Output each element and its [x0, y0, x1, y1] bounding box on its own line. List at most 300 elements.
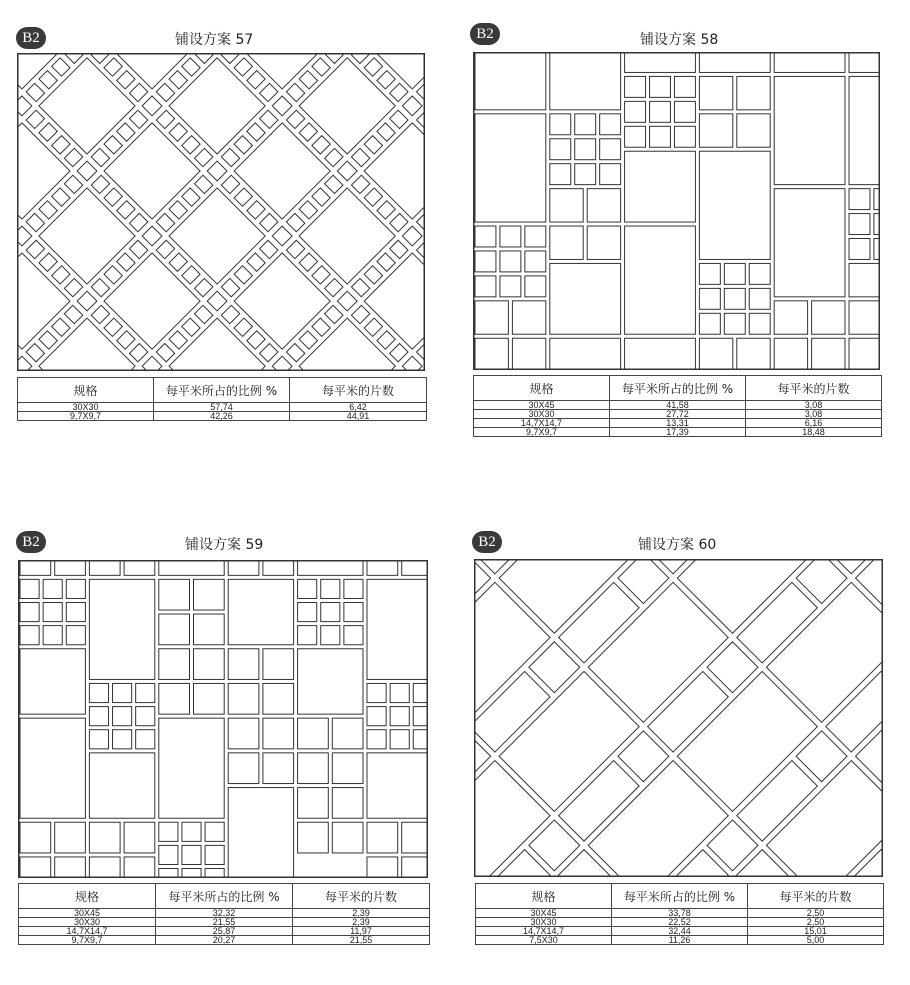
medium-square-tile: [512, 338, 545, 370]
b2-badge: B2: [16, 531, 46, 553]
small-square-tile: [77, 161, 97, 181]
rectangle-tile: [367, 579, 428, 679]
small-square-tile: [89, 683, 108, 702]
small-square-tile: [364, 188, 382, 206]
small-square-tile: [234, 58, 252, 76]
small-square-tile: [221, 148, 239, 166]
small-square-tile: [337, 161, 357, 181]
small-square-tile: [299, 71, 317, 89]
small-square-tile: [221, 305, 239, 323]
small-square-tile: [550, 139, 571, 160]
medium-square-tile: [159, 614, 190, 645]
square-tile: [298, 649, 363, 714]
medium-square-tile: [263, 649, 294, 680]
table-row: [18, 412, 427, 421]
small-square-tile: [575, 164, 596, 185]
small-square-tile: [260, 83, 278, 101]
small-square-tile: [113, 707, 132, 726]
small-square-tile: [205, 822, 224, 841]
small-square-tile: [600, 114, 621, 135]
small-square-tile: [364, 318, 382, 336]
small-square-tile: [312, 188, 330, 206]
small-square-tile: [390, 683, 409, 702]
small-square-tile: [364, 266, 382, 284]
small-square-tile: [182, 188, 200, 206]
small-square-tile: [156, 83, 174, 101]
medium-square-tile: [194, 579, 225, 610]
small-square-tile: [117, 253, 135, 271]
square-tile: [228, 579, 293, 644]
small-square-tile: [39, 331, 57, 349]
small-square-tile: [286, 110, 304, 128]
small-square-tile: [194, 53, 212, 63]
small-square-tile: [849, 189, 870, 210]
medium-square-tile: [263, 560, 294, 575]
rectangle-tile: [550, 52, 621, 110]
small-square-tile: [182, 266, 200, 284]
rotated-grid: [17, 53, 425, 371]
small-square-tile: [312, 136, 330, 154]
medium-square-tile: [402, 857, 428, 878]
small-square-tile: [91, 53, 109, 63]
small-square-tile: [91, 278, 109, 296]
small-square-tile: [104, 266, 122, 284]
small-square-tile: [312, 266, 330, 284]
cell-count: 11,97: [293, 927, 430, 936]
cell-ratio: 32,32: [156, 909, 293, 918]
rectangle-tile: [475, 114, 546, 222]
small-square-tile: [91, 175, 109, 193]
cell-ratio: 22,52: [612, 918, 748, 927]
rectangle-tile: [159, 718, 224, 818]
table-header-row: [476, 884, 884, 909]
cell-ratio: 32,44: [612, 927, 748, 936]
small-square-tile: [367, 730, 386, 749]
small-square-tile: [136, 707, 155, 726]
cell-size: 30X30: [474, 410, 610, 419]
large-square-tile: [299, 58, 395, 154]
small-square-tile: [351, 278, 369, 296]
small-square-tile: [390, 110, 408, 128]
small-square-tile: [475, 251, 496, 272]
panel-title: 铺设方案 59: [185, 537, 264, 553]
small-square-tile: [575, 139, 596, 160]
tile-layout-drawing: [17, 53, 425, 371]
medium-square-tile: [194, 614, 225, 645]
medium-square-tile: [774, 338, 807, 370]
small-square-tile: [77, 291, 97, 311]
small-square-tile: [182, 318, 200, 336]
small-square-tile: [699, 313, 720, 334]
table-row: [476, 936, 884, 945]
medium-square-tile: [194, 649, 225, 680]
header-size: 规格: [19, 884, 156, 909]
medium-square-tile: [737, 76, 770, 109]
small-square-tile: [325, 175, 343, 193]
small-square-tile: [89, 730, 108, 749]
small-square-tile: [625, 126, 646, 147]
small-square-tile: [221, 175, 239, 193]
medium-square-tile: [228, 649, 259, 680]
cell-count: 6,16: [746, 419, 882, 428]
rectangle-tile: [774, 189, 845, 297]
small-square-tile: [247, 253, 265, 271]
medium-square-tile: [367, 857, 398, 878]
medium-square-tile: [475, 301, 508, 334]
cell-size: 7,5X30: [476, 936, 612, 945]
small-square-tile: [344, 626, 363, 645]
table-row: [19, 936, 430, 945]
table-header-row: [474, 376, 882, 401]
small-square-tile: [298, 579, 317, 598]
small-square-tile: [182, 58, 200, 76]
small-square-tile: [26, 110, 44, 128]
small-square-tile: [849, 239, 870, 260]
small-square-tile: [390, 343, 408, 361]
cell-size: 30X45: [474, 401, 610, 410]
cell-count: 2,50: [748, 918, 884, 927]
rectangle-tile: [20, 718, 85, 818]
medium-square-tile: [20, 822, 51, 853]
small-square-tile: [39, 253, 57, 271]
medium-square-tile: [812, 301, 845, 334]
small-square-tile: [39, 71, 57, 89]
small-square-tile: [325, 305, 343, 323]
small-square-tile: [650, 101, 671, 122]
small-square-tile: [39, 123, 57, 141]
small-square-tile: [20, 626, 39, 645]
small-square-tile: [286, 343, 304, 361]
small-square-tile: [91, 148, 109, 166]
small-square-tile: [724, 313, 745, 334]
small-square-tile: [221, 53, 239, 63]
medium-square-tile: [298, 788, 329, 819]
table-header-row: [18, 378, 427, 403]
medium-square-tile: [124, 822, 155, 853]
cell-count: 3,08: [746, 401, 882, 410]
cell-ratio: 21,55: [156, 918, 293, 927]
header-count: 每平米的片数: [746, 376, 882, 401]
cell-count: 5,00: [748, 936, 884, 945]
small-square-tile: [500, 251, 521, 272]
medium-square-tile: [402, 560, 428, 575]
rectangle-tile: [699, 151, 770, 259]
medium-square-tile: [367, 560, 398, 575]
medium-square-tile: [699, 338, 732, 370]
small-square-tile: [194, 305, 212, 323]
medium-square-tile: [699, 76, 732, 109]
medium-square-tile: [550, 189, 583, 222]
large-square-tile: [234, 253, 330, 349]
small-square-tile: [52, 136, 70, 154]
medium-square-tile: [298, 718, 329, 749]
small-square-tile: [525, 251, 546, 272]
medium-square-tile: [263, 683, 294, 714]
medium-square-tile: [263, 753, 294, 784]
small-square-tile: [312, 318, 330, 336]
small-square-tile: [52, 188, 70, 206]
small-square-tile: [194, 175, 212, 193]
small-square-tile: [169, 253, 187, 271]
small-square-tile: [52, 318, 70, 336]
square-tile: [625, 338, 696, 370]
small-square-tile: [64, 148, 82, 166]
header-count: 每平米的片数: [290, 378, 427, 403]
cell-ratio: 41,58: [610, 401, 746, 410]
small-square-tile: [699, 288, 720, 309]
medium-square-tile: [587, 189, 620, 222]
small-square-tile: [377, 123, 395, 141]
small-square-tile: [699, 263, 720, 284]
small-square-tile: [20, 602, 39, 621]
large-square-tile: [299, 188, 395, 284]
medium-square-tile: [737, 338, 770, 370]
small-square-tile: [625, 101, 646, 122]
square-tile: [298, 560, 363, 575]
small-square-tile: [26, 240, 44, 258]
cell-size: 9,7X9,7: [18, 412, 154, 421]
large-square-tile: [104, 253, 200, 349]
small-square-tile: [650, 126, 671, 147]
header-ratio: 每平米所占的比例 %: [156, 884, 293, 909]
square-tile: [849, 338, 880, 370]
medium-square-tile: [89, 560, 120, 575]
medium-square-tile: [228, 560, 259, 575]
small-square-tile: [104, 136, 122, 154]
small-square-tile: [650, 76, 671, 97]
medium-square-tile: [332, 822, 363, 853]
small-square-tile: [91, 305, 109, 323]
small-square-tile: [321, 626, 340, 645]
small-square-tile: [749, 313, 770, 334]
medium-square-tile: [774, 301, 807, 334]
small-square-tile: [674, 101, 695, 122]
small-square-tile: [351, 305, 369, 323]
large-square-tile: [104, 123, 200, 219]
small-square-tile: [39, 201, 57, 219]
small-square-tile: [390, 730, 409, 749]
small-square-tile: [402, 226, 422, 246]
small-square-tile: [312, 58, 330, 76]
b2-badge: B2: [472, 531, 502, 553]
small-square-tile: [194, 278, 212, 296]
header-count: 每平米的片数: [293, 884, 430, 909]
small-square-tile: [17, 356, 32, 371]
square-tile: [550, 263, 621, 334]
small-square-tile: [364, 136, 382, 154]
panel-title: 铺设方案 57: [175, 32, 254, 48]
small-square-tile: [169, 331, 187, 349]
medium-square-tile: [20, 857, 51, 878]
medium-square-tile: [550, 226, 583, 259]
small-square-tile: [234, 188, 252, 206]
small-square-tile: [89, 707, 108, 726]
small-square-tile: [272, 356, 292, 371]
medium-square-tile: [159, 683, 190, 714]
small-square-tile: [674, 126, 695, 147]
large-square-tile: [169, 188, 265, 284]
small-square-tile: [260, 213, 278, 231]
table-header-row: [19, 884, 430, 909]
small-square-tile: [113, 683, 132, 702]
medium-square-tile: [367, 822, 398, 853]
cell-size: 9,7X9,7: [19, 936, 156, 945]
header-count: 每平米的片数: [748, 884, 884, 909]
small-square-tile: [286, 83, 304, 101]
medium-square-tile: [812, 338, 845, 370]
medium-square-tile: [587, 226, 620, 259]
square-tile: [625, 151, 696, 222]
medium-square-tile: [124, 560, 155, 575]
small-square-tile: [321, 602, 340, 621]
cell-count: 2,39: [293, 918, 430, 927]
small-square-tile: [194, 148, 212, 166]
small-square-tile: [26, 213, 44, 231]
small-square-tile: [43, 579, 62, 598]
small-square-tile: [129, 343, 147, 361]
rectangle-tile: [849, 76, 880, 184]
medium-square-tile: [475, 338, 508, 370]
medium-square-tile: [402, 822, 428, 853]
small-square-tile: [600, 139, 621, 160]
small-square-tile: [205, 845, 224, 864]
cell-count: 6,42: [290, 403, 427, 412]
square-tile: [774, 52, 845, 72]
small-square-tile: [142, 226, 162, 246]
cell-size: 9,7X9,7: [474, 428, 610, 437]
rectangle-tile: [625, 226, 696, 334]
small-square-tile: [182, 845, 201, 864]
small-square-tile: [325, 278, 343, 296]
small-square-tile: [413, 707, 428, 726]
small-square-tile: [351, 175, 369, 193]
spec-table: [18, 883, 430, 945]
small-square-tile: [272, 96, 292, 116]
small-square-tile: [156, 240, 174, 258]
medium-square-tile: [332, 753, 363, 784]
small-square-tile: [500, 226, 521, 247]
tile-layout-drawing: [18, 560, 428, 878]
medium-square-tile: [159, 649, 190, 680]
square-tile: [20, 649, 85, 714]
small-square-tile: [64, 175, 82, 193]
panel-title: 铺设方案 60: [638, 537, 717, 553]
tile-layout-drawing: [473, 52, 880, 370]
medium-square-tile: [228, 683, 259, 714]
cell-size: 14,7X14,7: [474, 419, 610, 428]
tile-group: [474, 559, 883, 877]
small-square-tile: [749, 288, 770, 309]
cell-size: 30X45: [19, 909, 156, 918]
header-size: 规格: [476, 884, 612, 909]
small-square-tile: [142, 96, 162, 116]
small-square-tile: [364, 58, 382, 76]
medium-square-tile: [55, 822, 86, 853]
cell-count: 15,01: [748, 927, 884, 936]
cell-size: 14,7X14,7: [476, 927, 612, 936]
small-square-tile: [402, 356, 422, 371]
small-square-tile: [325, 148, 343, 166]
square-tile: [699, 52, 770, 72]
small-square-tile: [377, 201, 395, 219]
medium-square-tile: [228, 718, 259, 749]
square-tile: [89, 753, 154, 818]
small-square-tile: [402, 96, 422, 116]
small-square-tile: [525, 226, 546, 247]
small-square-tile: [286, 240, 304, 258]
small-square-tile: [142, 356, 162, 371]
medium-square-tile: [228, 753, 259, 784]
small-square-tile: [136, 730, 155, 749]
cell-ratio: 20,27: [156, 936, 293, 945]
cell-count: 2,50: [748, 909, 884, 918]
small-square-tile: [104, 58, 122, 76]
small-square-tile: [26, 343, 44, 361]
cell-ratio: 57,74: [154, 403, 290, 412]
rectangle-tile: [774, 76, 845, 184]
header-ratio: 每平米所占的比例 %: [610, 376, 746, 401]
cell-size: 30X30: [18, 403, 154, 412]
small-square-tile: [299, 123, 317, 141]
cell-count: 44,91: [290, 412, 427, 421]
cell-count: 3,08: [746, 410, 882, 419]
small-square-tile: [113, 730, 132, 749]
cell-count: 2,39: [293, 909, 430, 918]
small-square-tile: [156, 110, 174, 128]
cell-ratio: 33,78: [612, 909, 748, 918]
medium-square-tile: [298, 822, 329, 853]
spec-table: [473, 375, 882, 437]
small-square-tile: [117, 201, 135, 219]
rectangle-tile: [475, 52, 546, 110]
small-square-tile: [129, 83, 147, 101]
small-square-tile: [475, 226, 496, 247]
cell-count: 18,48: [746, 428, 882, 437]
header-size: 规格: [18, 378, 154, 403]
medium-square-tile: [89, 822, 120, 853]
medium-square-tile: [298, 753, 329, 784]
small-square-tile: [299, 253, 317, 271]
cell-size: 30X45: [476, 909, 612, 918]
small-square-tile: [169, 201, 187, 219]
medium-square-tile: [263, 718, 294, 749]
cell-ratio: 27,72: [610, 410, 746, 419]
small-square-tile: [159, 822, 178, 841]
spec-table: [17, 377, 427, 421]
small-square-tile: [117, 123, 135, 141]
cell-size: 30X30: [19, 918, 156, 927]
small-square-tile: [64, 278, 82, 296]
panel-title: 铺设方案 58: [640, 32, 719, 48]
small-square-tile: [550, 114, 571, 135]
small-square-tile: [299, 331, 317, 349]
small-square-tile: [367, 683, 386, 702]
small-square-tile: [351, 148, 369, 166]
small-square-tile: [367, 707, 386, 726]
medium-square-tile: [124, 857, 155, 878]
medium-square-tile: [89, 857, 120, 878]
square-tile: [849, 52, 880, 72]
medium-square-tile: [55, 560, 86, 575]
medium-square-tile: [699, 114, 732, 147]
small-square-tile: [26, 83, 44, 101]
small-square-tile: [260, 343, 278, 361]
small-square-tile: [321, 579, 340, 598]
small-square-tile: [575, 114, 596, 135]
small-square-tile: [260, 110, 278, 128]
small-square-tile: [475, 276, 496, 297]
small-square-tile: [351, 53, 369, 63]
